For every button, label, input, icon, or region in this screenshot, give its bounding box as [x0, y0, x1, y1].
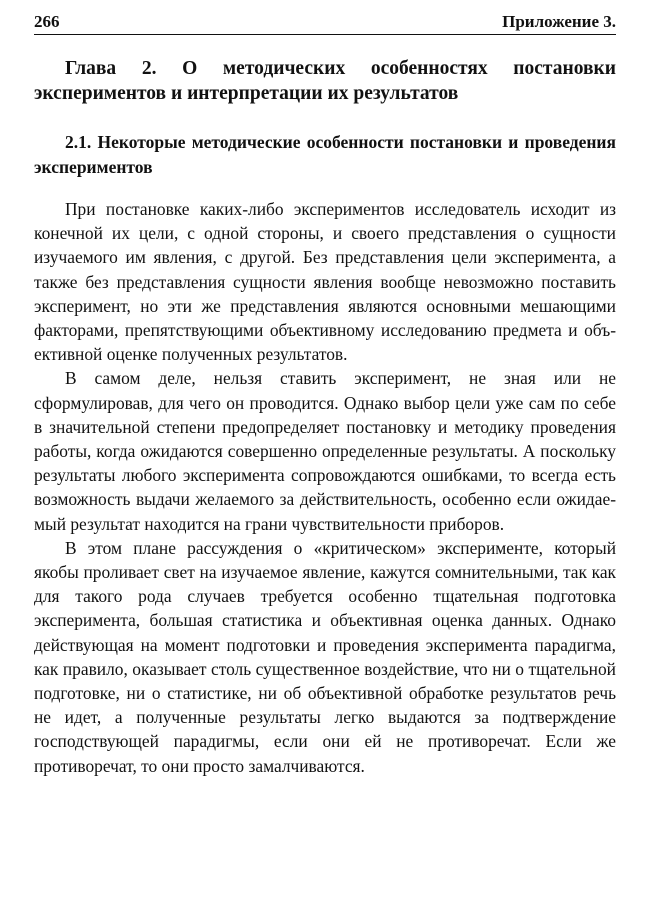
appendix-reference: Приложение 3.: [502, 12, 616, 31]
section-title: 2.1. Некоторые методические особенности постановки и проведения экспериментов: [34, 132, 616, 177]
running-header: [34, 10, 616, 35]
chapter-title: Глава 2. О методических особенностях постановки экспериментов и интерпретации их результатов: [34, 58, 616, 104]
book-page: [34, 0, 616, 900]
paragraph-1: При постановке каких-либо экспериментов исследователь исходит из конечной их цели, с одной стороны, и своего представления о сущности изучаемого им явления, с другой. Без представления цели эксперимента, а также без представления сущности явления вообще невозможно поставить эксперимент, но эти же представления являются основными мешающими факторами, препятствующими объективному исследованию предмета и объективной оценке полученных результатов.: [34, 199, 616, 365]
paragraph-2: В самом деле, нельзя ставить эксперимент, не зная или не сформулировав, для чего он проводится. Однако выбор цели уже сам по себе в значительной степени предопределяет постановку и методику проведения работы, когда ожидаются совершенно определенные результаты. А поскольку результаты любого эксперимента сопровождаются ошибками, то всегда есть возможность выдачи желаемого за действительность, особенно если ожидаемый результат находится на грани чувствительности приборов.: [34, 368, 616, 534]
page-number: 266: [34, 12, 60, 31]
body-text: [34, 197, 616, 778]
paragraph-3: В этом плане рассуждения о «критическом» эксперименте, который якобы проливает свет на изучаемое явление, кажутся сомнительными, так как для такого рода случаев требуется особенно тщательная подготовка эксперимента, большая статистика и объективная оценка данных. Однако действующая на момент подготовки и проведения эксперимента парадигма, как правило, оказывает столь существенное воздействие, что ни о тщательной подготовке, ни о статистике, ни об объективной обработке результатов речь не идет, а полученные результаты легко выдаются за подтверждение господствующей парадигмы, если они ей не противоречат. Если же противоречат, то они просто замалчиваются.: [34, 537, 616, 776]
